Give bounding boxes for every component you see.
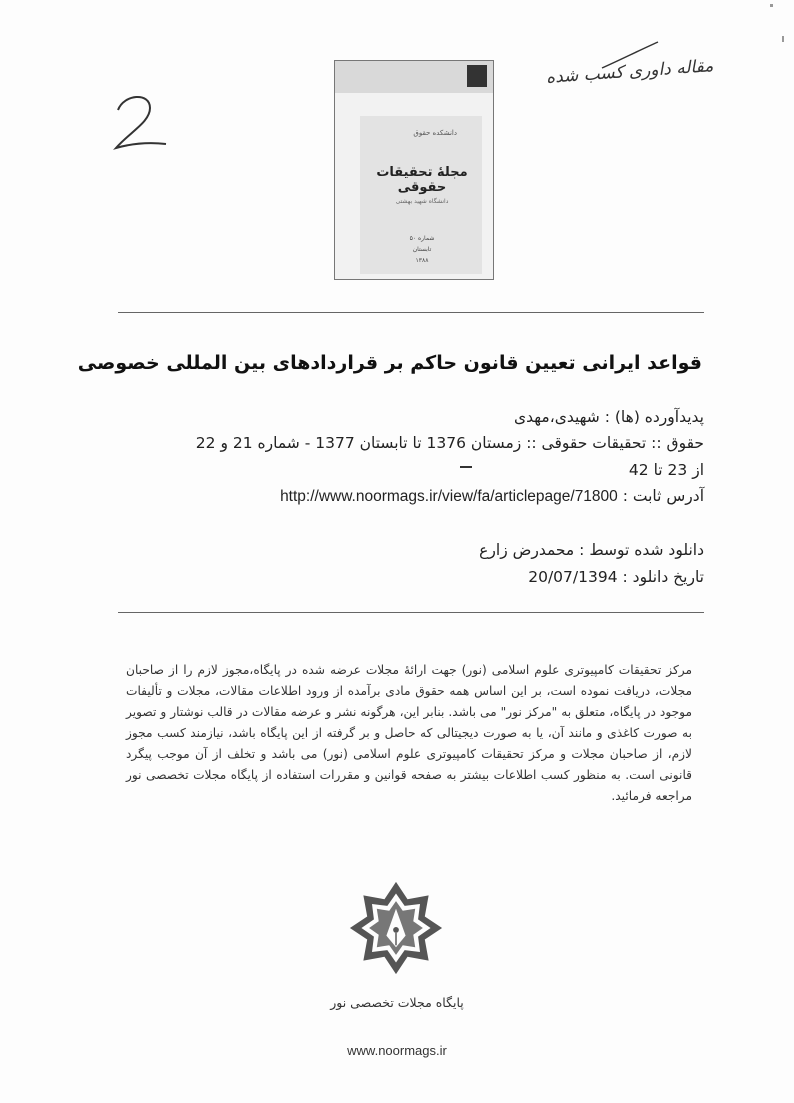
cover-year: ۱۳۸۸	[415, 257, 429, 264]
download-date: 20/07/1394	[528, 568, 618, 586]
date-row	[528, 568, 704, 586]
scan-artifact	[770, 4, 773, 7]
article-title: قواعد ایرانی تعیین قانون حاکم بر قراردادهای بین المللی خصوصی	[77, 352, 702, 374]
divider-top	[118, 312, 704, 313]
cover-publisher: دانشکده حقوق	[413, 129, 457, 137]
cover-issue-block	[365, 233, 479, 266]
scan-artifact	[782, 36, 784, 42]
noormags-logo-icon	[348, 880, 444, 976]
source-line: حقوق :: تحقیقات حقوقی :: زمستان 1376 تا تابستان 1377 - شماره 21 و 22	[195, 434, 704, 452]
creator-line: پدیدآورده (ها) : شهیدی،مهدی	[514, 408, 704, 426]
handwritten-note: مقاله داوری کسب شده	[545, 56, 714, 88]
cover-season: تابستان	[412, 246, 432, 253]
article-url-link[interactable]: http://www.noormags.ir/view/fa/articlepage/71800	[280, 488, 618, 505]
journal-cover	[334, 60, 494, 280]
pages-line: از 23 تا 42	[628, 461, 704, 479]
cover-title: مجلهٔ تحقیقات حقوقی	[376, 165, 468, 195]
url-label: آدرس ثابت :	[622, 487, 704, 505]
handwritten-number	[110, 92, 170, 152]
scan-mark	[460, 466, 472, 468]
logo-caption: پایگاه مجلات تخصصی نور	[330, 995, 464, 1010]
cover-issue: شماره ۵۰	[409, 235, 435, 242]
divider-middle	[118, 612, 704, 613]
handwritten-stroke	[600, 40, 660, 70]
copyright-notice: مرکز تحقیقات کامپیوتری علوم اسلامی (نور) جهت ارائهٔ مجلات عرضه شده در پایگاه،مجوز لازم را از صاحبان مجلات، دریافت نموده است، بر این اساس همه حقوق مادی برآمده از ورود اطلاعات مقالات، مجلات و تألیفات موجود در پایگاه، متعلق به "مرکز نور" می باشد. بنابر این، هرگونه نشر و عرضه مقالات در قالب نوشتار و تصویر به صورت کاغذی و مانند آن، یا به صورت دیجیتالی که حاصل و بر گرفته از این پایگاه باشد، نیازمند کسب مجوز لازم، از صاحبان مجلات و مرکز تحقیقات کامپیوتری علوم اسلامی (نور) می باشد و تخلف از آن موجب پیگرد قانونی است. به منظور کسب اطلاعات بیشتر به صفحه قوانین و مقررات استفاده از پایگاه مجلات تخصصی نور مراجعه فرمائید.	[126, 663, 692, 803]
cover-emblem-icon	[467, 65, 487, 87]
date-label: تاریخ دانلود :	[622, 568, 704, 586]
downloader-line: دانلود شده توسط : محمدرض زارع	[479, 541, 704, 559]
cover-subtitle: دانشگاه شهید بهشتی	[395, 198, 449, 205]
url-row	[280, 487, 704, 506]
footer-url-link[interactable]: www.noormags.ir	[347, 1043, 447, 1058]
